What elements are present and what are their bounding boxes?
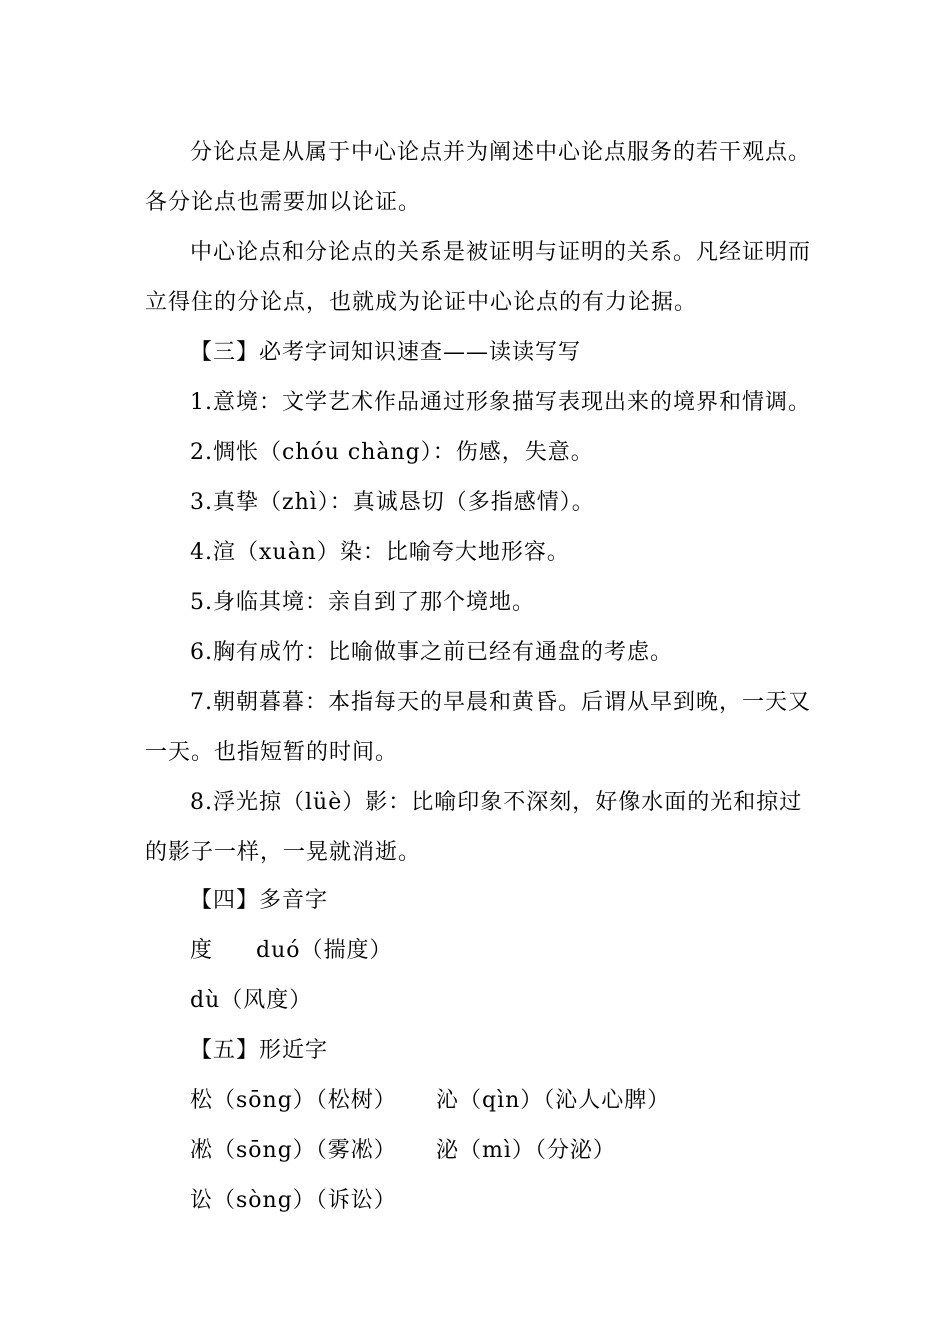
vocab-item-continuation: 的影子一样，一晃就消逝。: [145, 840, 422, 865]
vocab-item-continuation: 一天。也指短暂的时间。: [145, 740, 399, 765]
polyphone-reading: dù（风度）: [190, 988, 313, 1013]
section-heading-5: 【五】形近字: [190, 1038, 329, 1063]
vocab-item: 5.身临其境：亲自到了那个境地。: [190, 590, 535, 615]
paragraph-line: 中心论点和分论点的关系是被证明与证明的关系。凡经证明而: [190, 240, 812, 265]
paragraph-line: 分论点是从属于中心论点并为阐述中心论点服务的若干观点。: [190, 140, 812, 165]
similar-char-right: 沁（qìn）（沁人心脾）: [436, 1088, 671, 1113]
similar-char-left: 松（sōng）（松树）: [190, 1088, 397, 1113]
polyphone-row: [190, 936, 870, 966]
similar-char-left: 讼（sòng）（诉讼）: [190, 1188, 397, 1213]
vocab-item: 7.朝朝暮暮：本指每天的早晨和黄昏。后谓从早到晚，一天又: [190, 690, 811, 715]
paragraph-line: 立得住的分论点，也就成为论证中心论点的有力论据。: [145, 290, 698, 315]
vocab-item: 1.意境：文学艺术作品通过形象描写表现出来的境界和情调。: [190, 390, 811, 415]
polyphone-char: 度: [190, 938, 214, 963]
vocab-item: 3.真挚（zhì）：真诚恳切（多指感情）。: [190, 490, 595, 515]
vocab-item: 2.惆怅（chóu chàng）：伤感，失意。: [190, 440, 594, 465]
vocab-item: 4.渲（xuàn）染：比喻夸大地形容。: [190, 540, 570, 565]
polyphone-reading: duó（揣度）: [256, 938, 393, 963]
similar-char-row: [190, 1136, 870, 1166]
similar-char-right: 泌（mì）（分泌）: [436, 1138, 616, 1163]
section-heading-4: 【四】多音字: [190, 888, 329, 913]
similar-char-left: 凇（sōng）（雾凇）: [190, 1138, 397, 1163]
vocab-item: 8.浮光掠（lüè）影：比喻印象不深刻，好像水面的光和掠过: [190, 790, 803, 815]
section-heading-3: 【三】必考字词知识速查——读读写写: [190, 340, 582, 365]
similar-char-row: [190, 1086, 870, 1116]
similar-char-row: [190, 1186, 870, 1216]
paragraph-line: 各分论点也需要加以论证。: [145, 190, 422, 215]
vocab-item: 6.胸有成竹：比喻做事之前已经有通盘的考虑。: [190, 640, 673, 665]
